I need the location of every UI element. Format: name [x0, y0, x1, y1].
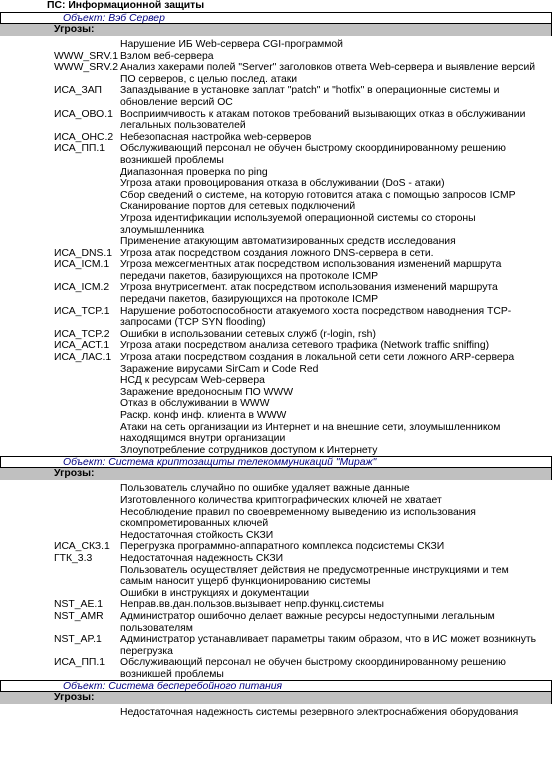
threat-description: Пользователь осуществляет действия не предусмотренные инструкциями и тем самым наносит ущерб функционированию системы — [120, 564, 509, 588]
threat-description: Применение атакующим автоматизированных средств исследования — [120, 236, 456, 248]
threat-row — [0, 282, 552, 305]
threat-description: Атаки на сеть организации из Интернет и на внешние сети, злоумышленником находящимся внутри организации — [120, 421, 501, 445]
threats-label: Угрозы: — [54, 692, 95, 704]
threat-code: NST_AP.1 — [54, 634, 102, 646]
threat-code: ИСА_TCP.1 — [54, 305, 110, 317]
threat-description: Недостаточная стойкость СКЗИ — [120, 529, 274, 541]
threats-label: Угрозы: — [54, 24, 95, 35]
threat-code: ИСА_ICM.1 — [54, 259, 110, 271]
threats-header — [0, 468, 552, 480]
threat-row — [0, 611, 552, 634]
threat-row — [0, 483, 552, 495]
sections-container — [0, 12, 552, 719]
threat-row — [0, 599, 552, 611]
threat-code: ИСА_ПП.1 — [54, 143, 106, 155]
threat-row — [0, 565, 552, 588]
threat-description: Перегрузка программно-аппаратного комплекса подсистемы СКЗИ — [120, 541, 445, 553]
threat-row — [0, 507, 552, 530]
threat-row — [0, 109, 552, 132]
threat-description: Обслуживающий персонал не обучен быстрому скоординированному решению возникшей проблемы — [120, 657, 506, 680]
threat-description: Раскр. конф инф. клиента в WWW — [120, 410, 287, 421]
threat-description: Анализ хакерами полей "Server" заголовков ответа Web-сервера и выявление версий ПО серверов, с целью послед. атаки — [120, 62, 536, 85]
threat-row — [0, 375, 552, 387]
threat-description: Угроза внутрисегмент. атак посредством использования изменений маршрута передачи пакетов, базирующихся на протоколе ICMP — [120, 282, 498, 306]
threat-code: WWW_SRV.1 — [54, 50, 119, 62]
threat-row — [0, 85, 552, 108]
threat-row — [0, 707, 552, 719]
threat-row — [0, 553, 552, 565]
threat-description: Угроза атаки провоцирования отказа в обслуживании (DoS - атаки) — [120, 178, 445, 190]
threat-row — [0, 329, 552, 341]
threat-description: Изготовленного количества криптографических ключей не хватает — [120, 494, 442, 506]
threat-description: Нарушение ИБ Web-сервера CGI-программой — [120, 39, 343, 50]
threat-row — [0, 364, 552, 376]
threat-description: Взлом веб-сервера — [120, 50, 214, 62]
threat-description: Неправ.вв.дан.пользов.вызывает непр.функц.системы — [120, 599, 385, 611]
threat-row — [0, 51, 552, 63]
threat-row — [0, 541, 552, 553]
object-section — [0, 456, 552, 680]
threats-header — [0, 24, 552, 36]
threat-description: Угроза атак посредством создания ложного DNS-сервера в сети. — [120, 247, 434, 259]
threat-description: Угроза атаки посредством создания в локальной сети сети ложного ARP-сервера — [120, 352, 515, 364]
object-title: Объект: Система криптозащиты телекоммуникаций "Мираж" — [0, 456, 552, 468]
threat-description: Небезопасная настройка web-серверов — [120, 131, 312, 143]
threat-row — [0, 410, 552, 422]
threat-description: Диапазонная проверка по ping — [120, 166, 268, 178]
threat-row — [0, 422, 552, 445]
threat-row — [0, 445, 552, 457]
threat-row — [0, 62, 552, 85]
threat-row — [0, 588, 552, 600]
threat-row — [0, 398, 552, 410]
threat-row — [0, 190, 552, 202]
threat-row — [0, 340, 552, 352]
threat-row — [0, 213, 552, 236]
threat-row — [0, 167, 552, 179]
threat-description: Ошибки в инструкциях и документации — [120, 587, 310, 599]
threat-code: ИСА_ЛАС.1 — [54, 352, 112, 364]
threat-description: Заражение вирусами SirCam и Code Red — [120, 363, 319, 375]
threat-description: Обслуживающий персонал не обучен быстрому скоординированному решению возникшей проблемы — [120, 143, 506, 166]
threat-row — [0, 248, 552, 260]
object-title: Объект: Вэб Сервер — [0, 12, 552, 24]
threat-description: Восприимчивость к атакам потоков требований вызывающих отказ в обслуживании легальных пользователей — [120, 108, 526, 132]
threat-row — [0, 39, 552, 51]
object-section — [0, 12, 552, 456]
threat-description: Сканирование портов для сетевых подключений — [120, 201, 356, 213]
threat-code: ИСА_DNS.1 — [54, 247, 113, 259]
threats-header — [0, 692, 552, 704]
threat-row — [0, 530, 552, 542]
threat-code: WWW_SRV.2 — [54, 62, 119, 74]
threat-code: ИСА_ICM.2 — [54, 282, 110, 294]
threat-row — [0, 657, 552, 680]
threat-row — [0, 387, 552, 399]
threat-description: Злоупотребление сотрудников доступом к Интернету — [120, 444, 378, 456]
threat-code: NST_AMR — [54, 610, 104, 622]
object-section — [0, 680, 552, 719]
threat-code: NST_AE.1 — [54, 599, 104, 611]
threat-description: Несоблюдение правил по своевременному выведению из использования скомпрометированных ключей — [120, 506, 476, 530]
threat-description: Запаздывание в установке заплат "patch" и "hotfix" в операционные системы и обновление версий ОС — [120, 85, 500, 108]
threat-row — [0, 178, 552, 190]
threat-description: Заражение вредоносным ПО WWW — [120, 386, 294, 398]
threat-row — [0, 495, 552, 507]
threat-row — [0, 143, 552, 166]
threat-description: Угроза атаки посредством анализа сетевого трафика (Network traffic sniffing) — [120, 340, 490, 352]
threat-description: Отказ в обслуживании в WWW — [120, 398, 270, 410]
threat-description: Нарушение роботоспособности атакуемого хоста посредством наводнения TCP-запросами (TCP SYN flooding) — [120, 305, 512, 329]
threat-code: ИСА_ПП.1 — [54, 657, 106, 669]
threat-description: НСД к ресурсам Web-сервера — [120, 375, 265, 387]
threat-description: Сбор сведений о системе, на которую готовится атака с помощью запросов ICMP — [120, 189, 516, 201]
threat-description: Администратор ошибочно делает важные ресурсы недоступными легальным пользователям — [120, 610, 495, 634]
threat-code: ИСА_ОНС.2 — [54, 131, 114, 143]
threat-description: Недостаточная надежность СКЗИ — [120, 552, 284, 564]
threats-label: Угрозы: — [54, 468, 95, 480]
threat-row — [0, 634, 552, 657]
object-title: Объект: Система бесперебойного питания — [0, 680, 552, 692]
threat-code: ИСА_TCP.2 — [54, 328, 110, 340]
threat-description: Угроза межсегментных атак посредством использования изменений маршрута передачи пакетов, базирующихся на протоколе ICMP — [120, 259, 502, 282]
page-title: ПС: Информационной защиты — [47, 0, 205, 11]
threat-row — [0, 352, 552, 364]
threat-row — [0, 259, 552, 282]
threat-code: ИСА_ОВО.1 — [54, 108, 113, 120]
threat-code: ГТК_3.3 — [54, 552, 93, 564]
threat-code: ИСА_ЗАП — [54, 85, 103, 97]
threat-row — [0, 132, 552, 144]
threat-description: Ошибки в использовании сетевых служб (r-login, rsh) — [120, 328, 376, 340]
threat-row — [0, 236, 552, 248]
threat-row — [0, 306, 552, 329]
threat-code: ИСА_СКЗ.1 — [54, 541, 110, 553]
threat-description: Администратор устанавливает параметры таким образом, что в ИС может возникнуть перегрузка — [120, 634, 537, 657]
threat-description: Угроза идентификации используемой операционной системы со стороны злоумышленника — [120, 212, 476, 236]
threat-row — [0, 201, 552, 213]
threat-code: ИСА_АСТ.1 — [54, 340, 110, 352]
threat-description: Пользователь случайно по ошибке удаляет важные данные — [120, 483, 410, 495]
threat-description: Недостаточная надежность системы резервного электроснабжения оборудования — [120, 707, 519, 719]
